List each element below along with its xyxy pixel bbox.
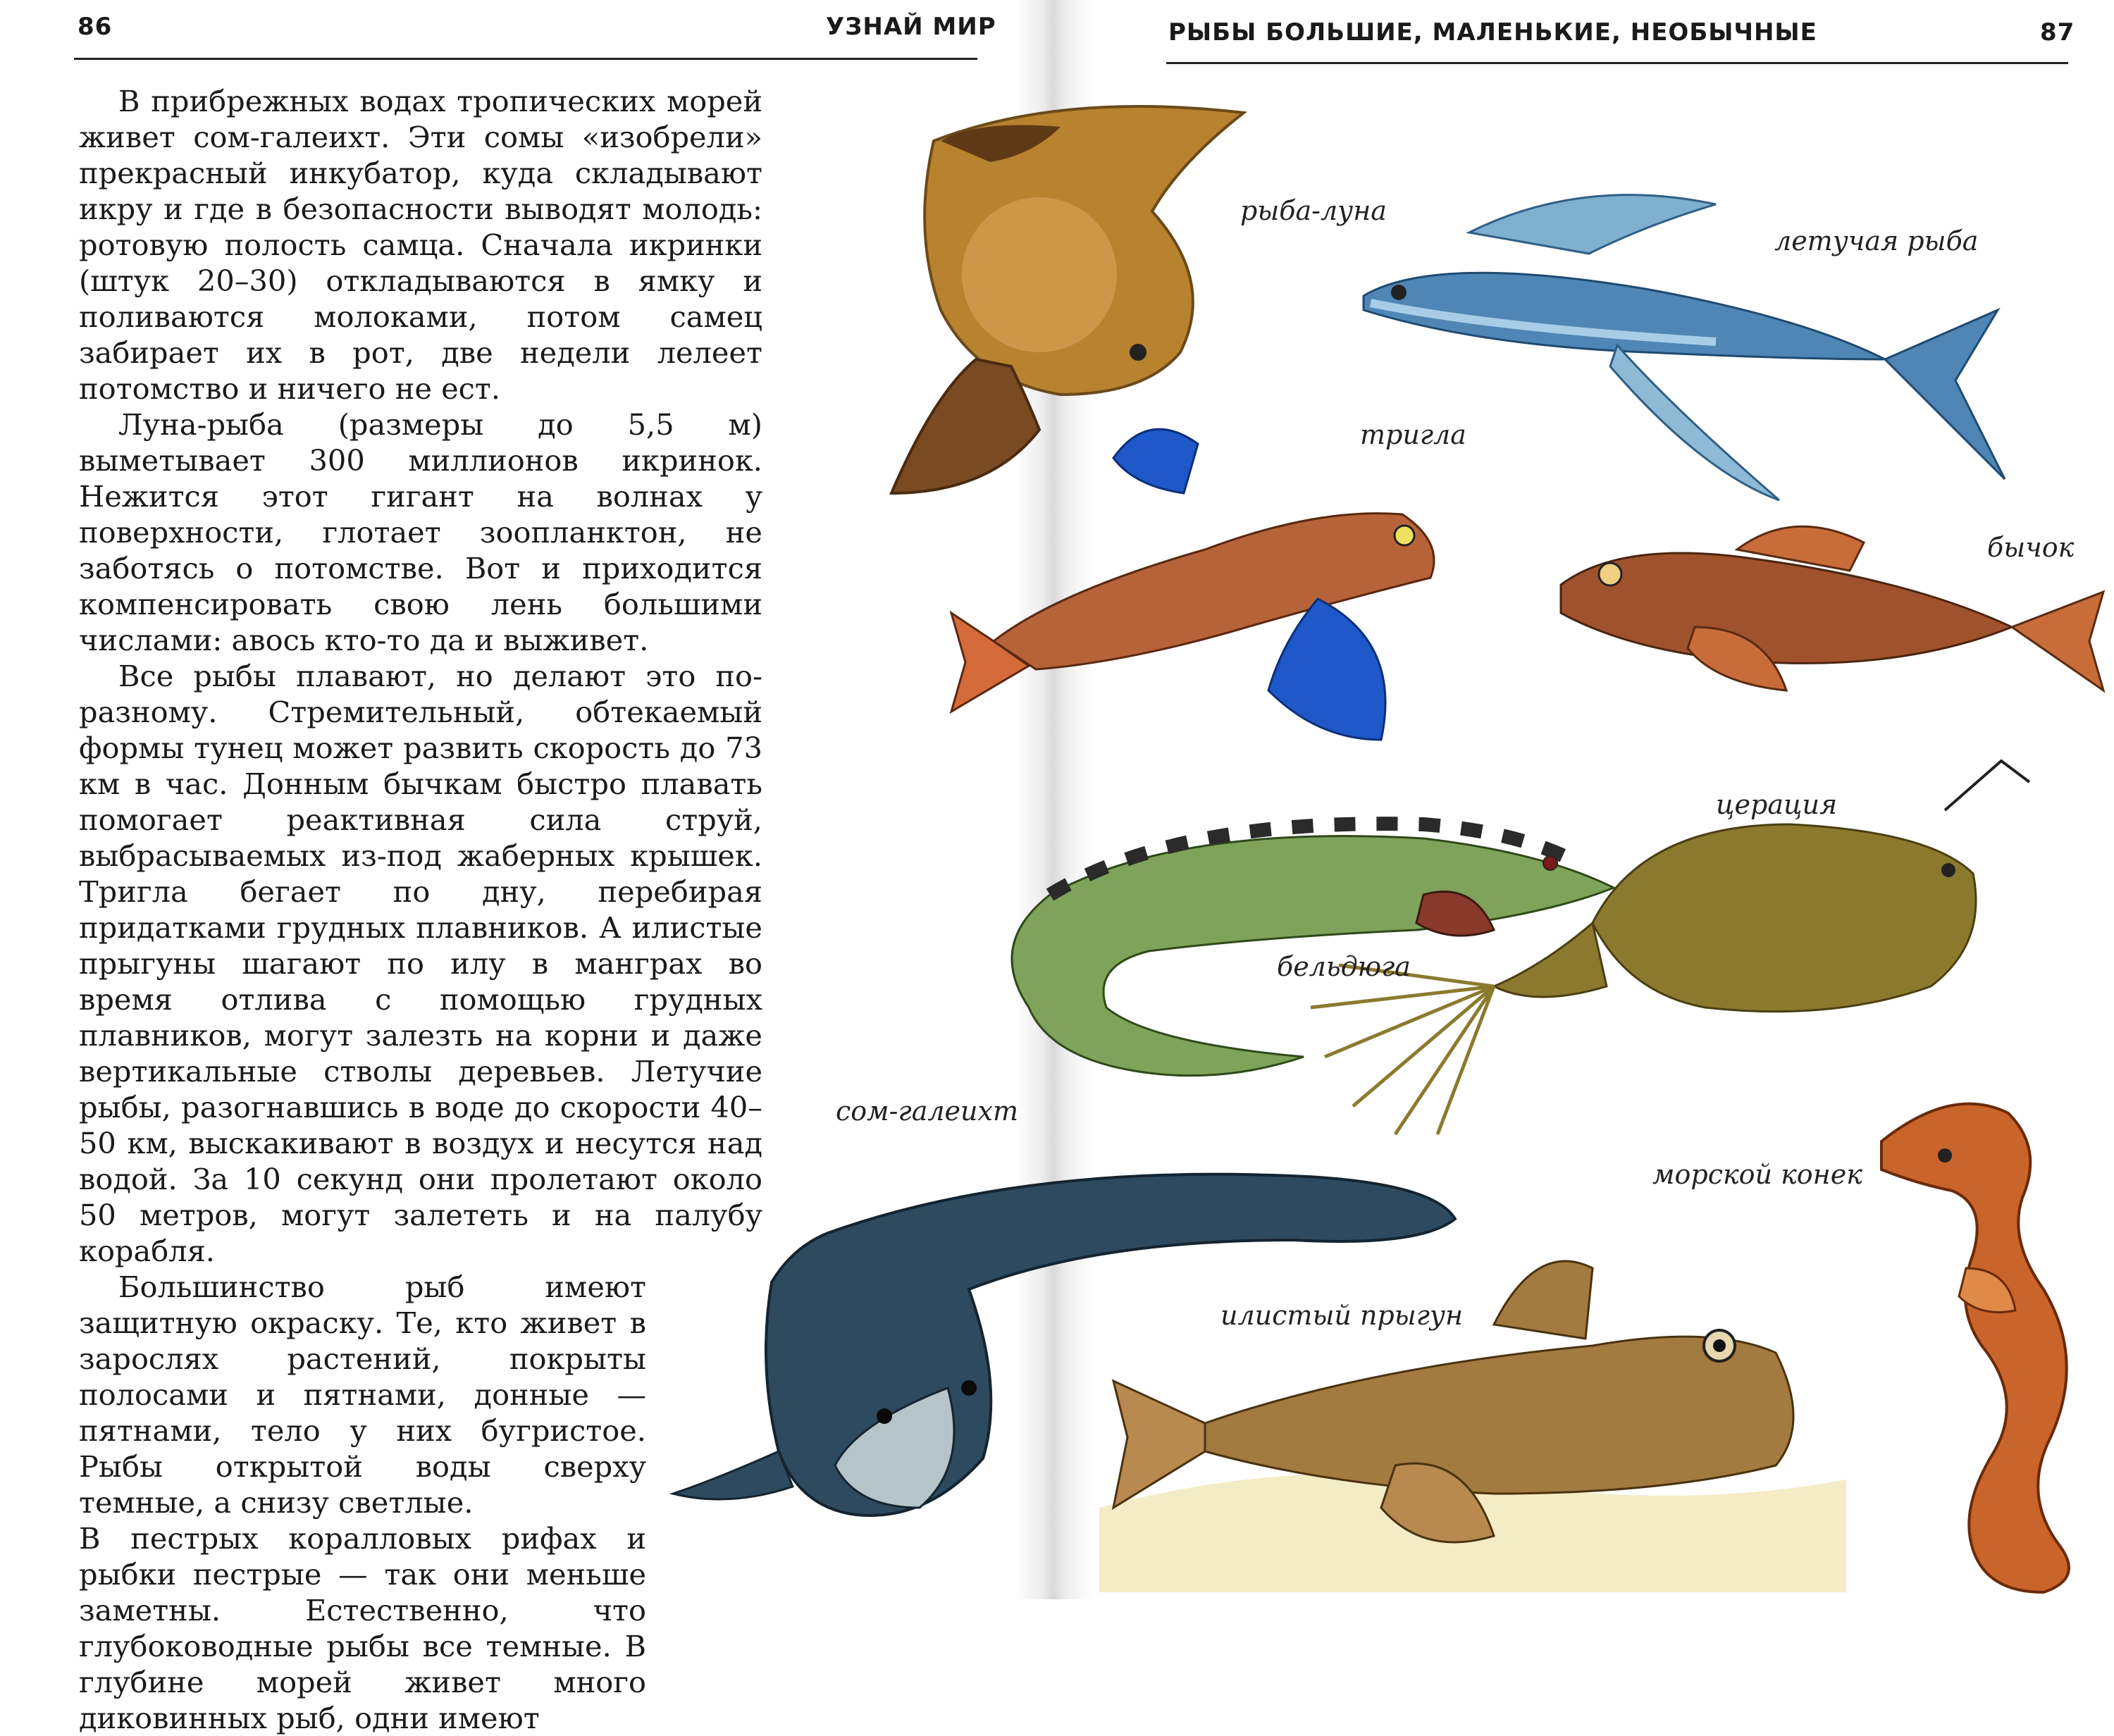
caption-seahorse: морской конек bbox=[1652, 1159, 1862, 1190]
caption-flying-fish: летучая рыба bbox=[1774, 225, 1979, 256]
left-running-title: УЗНАЙ МИР bbox=[826, 13, 996, 41]
trigla-illustration bbox=[951, 416, 1473, 761]
paragraph-coloration: Большинство рыб имеют защитную окраску. Те, кто живет в зарослях растений, покрыты полосами и пятнами, донные — пятнами, тело у них бугристое. Рыбы открытой воды сверху темные, а снизу светлые. bbox=[79, 1270, 646, 1520]
left-header-rule bbox=[74, 58, 977, 60]
paragraph-catfish: В прибрежных водах тропических морей живет сом-галеихт. Эти сомы «изобрели» прекрасный инкубатор, куда складывают икру и где в безопасности выводят молодь: ротовую полость самца. Сначала икринки (штук 20–30) откладываются в ямку и поливаются молоками, потом самец забирает их в рот, две недели лелеет потомство и ничего не ест. bbox=[79, 84, 762, 406]
paragraph-reefs: В пестрых коралловых рифах и рыбки пестрые — так они меньше заметны. Естественно, что глубоководные рыбы все темные. В глубине морей живет много диковинных рыб, одни имеют bbox=[79, 1521, 646, 1735]
caption-ceratia: церация bbox=[1716, 789, 1838, 820]
caption-trigla: тригла bbox=[1360, 419, 1466, 450]
right-header-rule bbox=[1166, 62, 2068, 64]
caption-mudskipper: илистый прыгун bbox=[1220, 1300, 1463, 1331]
article-body bbox=[79, 83, 762, 1736]
caption-eelpout: бельдюга bbox=[1277, 951, 1411, 982]
paragraph-swimming: Все рыбы плавают, но делают это по-разному. Стремительный, обтекаемый формы тунец может развить скорость до 73 км в час. Донным бычкам быстро плавать помогает реактивная сила струй, выбрасываемых из-под жаберных крышек. Тригла бегает по дну, перебирая придатками грудных плавников. А илистые прыгуны шагают по илу в манграх во время отлива с помощью грудных плавников, могут залезть на корни и даже вертикальные стволы деревьев. Летучие рыбы, разогнавшись в воде до скорости 40–50 км, выскакивают в воздух и несутся над водой. За 10 секунд они пролетают около 50 метров, могут залететь и на палубу корабля. bbox=[79, 659, 762, 1268]
paragraph-moonfish: Луна-рыба (размеры до 5,5 м) выметывает 300 миллионов икринок. Нежится этот гигант на волнах у поверхности, глотает зоопланктон, не заботясь о потомстве. Вот и приходится компенсировать свою лень большими числами: авось кто-то да и выживет. bbox=[79, 407, 762, 657]
eelpout-illustration bbox=[965, 775, 1628, 1085]
right-running-title: РЫБЫ БОЛЬШИЕ, МАЛЕНЬКИЕ, НЕОБЫЧНЫЕ bbox=[1168, 18, 1817, 46]
caption-moonfish: рыба-луна bbox=[1240, 195, 1387, 226]
left-page-number: 86 bbox=[78, 13, 113, 41]
seahorse-illustration bbox=[1846, 1057, 2114, 1599]
mudskipper-illustration bbox=[1099, 1240, 1846, 1592]
right-page-number: 87 bbox=[2040, 18, 2075, 46]
caption-catfish: сом-галеихт bbox=[836, 1096, 1018, 1127]
caption-goby: бычок bbox=[1987, 532, 2075, 563]
